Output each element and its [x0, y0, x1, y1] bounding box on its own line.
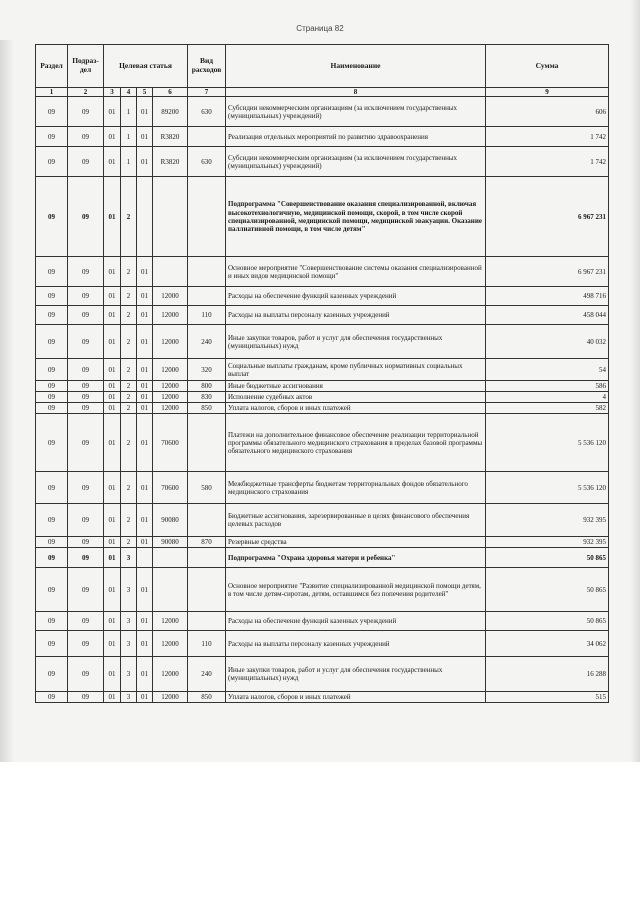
cell-section: 09 [36, 147, 68, 177]
cell-expense-type [188, 127, 226, 147]
cell-subsection: 09 [68, 325, 104, 359]
header-expense-type: Вид расходов [188, 45, 226, 88]
cell-event: 01 [137, 568, 153, 612]
cell-program: 01 [104, 414, 121, 472]
cell-subprogram: 2 [121, 537, 137, 548]
cell-subprogram: 2 [121, 403, 137, 414]
cell-subprogram: 3 [121, 612, 137, 631]
cell-direction: 12000 [153, 392, 188, 403]
table-row [36, 306, 609, 325]
cell-name: Основное мероприятие "Совершенствование системы оказания специализированной и иных видов медицинской помощи" [226, 257, 486, 287]
page-number-label: Страница 82 [296, 24, 344, 33]
cell-event [137, 177, 153, 257]
cell-event: 01 [137, 472, 153, 504]
cell-subsection: 09 [68, 612, 104, 631]
table-row [36, 97, 609, 127]
cell-name: Уплата налогов, сборов и иных платежей [226, 403, 486, 414]
cell-expense-type: 110 [188, 631, 226, 657]
cell-name: Подпрограмма "Совершенствование оказания специализированной, включая высокотехнологичную, медицинской помощи, скорой, в том числе скорой специализированной, медицинской помощи, медицинской эвакуации. Оказание паллиативной помощи, в том числе детям" [226, 177, 486, 257]
cell-program: 01 [104, 147, 121, 177]
cell-name: Реализация отдельных мероприятий по развитию здравоохранения [226, 127, 486, 147]
cell-sum: 50 865 [486, 612, 609, 631]
cell-sum: 6 967 231 [486, 257, 609, 287]
cell-program: 01 [104, 325, 121, 359]
cell-expense-type: 870 [188, 537, 226, 548]
cell-name: Расходы на обеспечение функций казенных учреждений [226, 287, 486, 306]
cell-sum: 586 [486, 381, 609, 392]
table-row [36, 403, 609, 414]
cell-name: Иные бюджетные ассигнования [226, 381, 486, 392]
cell-sum: 458 044 [486, 306, 609, 325]
cell-subsection: 09 [68, 692, 104, 703]
cell-name: Исполнение судебных актов [226, 392, 486, 403]
table-row [36, 381, 609, 392]
table-row [36, 177, 609, 257]
cell-subprogram: 2 [121, 325, 137, 359]
cell-sum: 40 032 [486, 325, 609, 359]
cell-section: 09 [36, 403, 68, 414]
cell-subsection: 09 [68, 359, 104, 381]
scan-edge-shadow-right [630, 0, 640, 762]
cell-subsection: 09 [68, 414, 104, 472]
budget-table [35, 44, 609, 703]
table-row [36, 631, 609, 657]
cell-direction: 12000 [153, 403, 188, 414]
cell-event: 01 [137, 287, 153, 306]
cell-sum: 515 [486, 692, 609, 703]
cell-sum: 5 536 120 [486, 414, 609, 472]
cell-subprogram: 2 [121, 257, 137, 287]
cell-expense-type [188, 257, 226, 287]
table-row [36, 392, 609, 403]
cell-event: 01 [137, 359, 153, 381]
cell-direction: 90080 [153, 504, 188, 537]
cell-expense-type [188, 414, 226, 472]
cell-direction: 70600 [153, 414, 188, 472]
cell-expense-type: 830 [188, 392, 226, 403]
cell-event [137, 548, 153, 568]
cell-program: 01 [104, 306, 121, 325]
cell-direction [153, 257, 188, 287]
table-row [36, 325, 609, 359]
cell-subprogram: 1 [121, 97, 137, 127]
cell-sum: 6 967 231 [486, 177, 609, 257]
cell-direction: 89200 [153, 97, 188, 127]
cell-sum: 5 536 120 [486, 472, 609, 504]
cell-name: Основное мероприятие "Развитие специализированной медицинской помощи детям, в том числе детям-сиротам, детям, оставшимся без попечения родителей" [226, 568, 486, 612]
table-row [36, 537, 609, 548]
cell-direction: 12000 [153, 325, 188, 359]
cell-event: 01 [137, 657, 153, 692]
cell-section: 09 [36, 381, 68, 392]
cell-section: 09 [36, 392, 68, 403]
cell-direction: 12000 [153, 631, 188, 657]
cell-section: 09 [36, 127, 68, 147]
table-row [36, 657, 609, 692]
column-number: 8 [226, 88, 486, 97]
header-subsection: Подраз-дел [68, 45, 104, 88]
cell-name: Резервные средства [226, 537, 486, 548]
cell-subprogram: 3 [121, 568, 137, 612]
cell-subprogram: 3 [121, 631, 137, 657]
cell-subsection: 09 [68, 177, 104, 257]
cell-event: 01 [137, 306, 153, 325]
cell-subsection: 09 [68, 403, 104, 414]
table-row [36, 147, 609, 177]
cell-program: 01 [104, 359, 121, 381]
cell-subprogram: 2 [121, 472, 137, 504]
column-number: 9 [486, 88, 609, 97]
column-number: 5 [137, 88, 153, 97]
cell-section: 09 [36, 472, 68, 504]
cell-subprogram: 1 [121, 127, 137, 147]
table-row [36, 127, 609, 147]
cell-program: 01 [104, 631, 121, 657]
cell-section: 09 [36, 692, 68, 703]
cell-name: Бюджетные ассигнования, зарезервированные в целях финансового обеспечения целевых расходов [226, 504, 486, 537]
cell-expense-type [188, 504, 226, 537]
cell-program: 01 [104, 381, 121, 392]
cell-section: 09 [36, 306, 68, 325]
header-target-article: Целевая статья [104, 45, 188, 88]
cell-event: 01 [137, 504, 153, 537]
cell-expense-type: 580 [188, 472, 226, 504]
cell-section: 09 [36, 568, 68, 612]
cell-event: 01 [137, 381, 153, 392]
header-section: Раздел [36, 45, 68, 88]
cell-expense-type [188, 548, 226, 568]
cell-subsection: 09 [68, 548, 104, 568]
cell-section: 09 [36, 657, 68, 692]
cell-subsection: 09 [68, 472, 104, 504]
cell-expense-type: 850 [188, 403, 226, 414]
cell-event: 01 [137, 127, 153, 147]
cell-expense-type [188, 177, 226, 257]
cell-direction [153, 177, 188, 257]
cell-subprogram: 2 [121, 177, 137, 257]
cell-event: 01 [137, 257, 153, 287]
cell-event: 01 [137, 631, 153, 657]
cell-event: 01 [137, 325, 153, 359]
cell-subprogram: 3 [121, 692, 137, 703]
cell-sum: 50 865 [486, 548, 609, 568]
cell-subprogram: 2 [121, 381, 137, 392]
cell-name: Расходы на выплаты персоналу казенных учреждений [226, 306, 486, 325]
cell-direction: 12000 [153, 287, 188, 306]
column-number: 3 [104, 88, 121, 97]
cell-program: 01 [104, 537, 121, 548]
cell-name: Межбюджетные трансферты бюджетам территориальных фондов обязательного медицинского страхования [226, 472, 486, 504]
cell-subsection: 09 [68, 381, 104, 392]
cell-event: 01 [137, 97, 153, 127]
cell-subprogram: 3 [121, 548, 137, 568]
cell-expense-type: 240 [188, 325, 226, 359]
cell-direction [153, 548, 188, 568]
cell-sum: 498 716 [486, 287, 609, 306]
table-row [36, 504, 609, 537]
cell-expense-type: 850 [188, 692, 226, 703]
cell-event: 01 [137, 612, 153, 631]
cell-expense-type [188, 568, 226, 612]
cell-subprogram: 2 [121, 359, 137, 381]
column-number: 4 [121, 88, 137, 97]
table-row [36, 472, 609, 504]
cell-direction: 12000 [153, 657, 188, 692]
scan-edge-shadow-left [0, 40, 14, 762]
cell-section: 09 [36, 359, 68, 381]
cell-section: 09 [36, 97, 68, 127]
cell-expense-type [188, 612, 226, 631]
cell-event: 01 [137, 537, 153, 548]
cell-sum: 34 062 [486, 631, 609, 657]
cell-direction: R3820 [153, 147, 188, 177]
cell-sum: 16 288 [486, 657, 609, 692]
cell-program: 01 [104, 568, 121, 612]
cell-section: 09 [36, 325, 68, 359]
cell-subsection: 09 [68, 306, 104, 325]
cell-program: 01 [104, 657, 121, 692]
table-row [36, 548, 609, 568]
cell-subsection: 09 [68, 568, 104, 612]
cell-program: 01 [104, 97, 121, 127]
cell-program: 01 [104, 127, 121, 147]
column-number: 1 [36, 88, 68, 97]
header-name: Наименование [226, 45, 486, 88]
cell-section: 09 [36, 631, 68, 657]
cell-sum: 932 395 [486, 504, 609, 537]
cell-subsection: 09 [68, 657, 104, 692]
cell-direction: 12000 [153, 381, 188, 392]
cell-subprogram: 2 [121, 287, 137, 306]
cell-name: Социальные выплаты гражданам, кроме публичных нормативных социальных выплат [226, 359, 486, 381]
cell-expense-type: 630 [188, 147, 226, 177]
cell-name: Уплата налогов, сборов и иных платежей [226, 692, 486, 703]
cell-subsection: 09 [68, 504, 104, 537]
table-row [36, 692, 609, 703]
column-number: 7 [188, 88, 226, 97]
cell-section: 09 [36, 612, 68, 631]
cell-name: Иные закупки товаров, работ и услуг для обеспечения государственных (муниципальных) нужд [226, 657, 486, 692]
cell-expense-type: 110 [188, 306, 226, 325]
cell-expense-type [188, 287, 226, 306]
cell-subprogram: 2 [121, 306, 137, 325]
cell-sum: 582 [486, 403, 609, 414]
cell-program: 01 [104, 257, 121, 287]
cell-program: 01 [104, 287, 121, 306]
table-row [36, 257, 609, 287]
cell-expense-type: 320 [188, 359, 226, 381]
cell-direction: R3820 [153, 127, 188, 147]
cell-event: 01 [137, 414, 153, 472]
cell-sum: 54 [486, 359, 609, 381]
table-body [36, 97, 609, 703]
cell-section: 09 [36, 504, 68, 537]
table-row [36, 568, 609, 612]
cell-name: Субсидии некоммерческим организациям (за исключением государственных (муниципальных) учреждений) [226, 147, 486, 177]
cell-sum: 50 865 [486, 568, 609, 612]
cell-name: Субсидии некоммерческим организациям (за исключением государственных (муниципальных) учреждений) [226, 97, 486, 127]
cell-name: Расходы на обеспечение функций казенных учреждений [226, 612, 486, 631]
cell-direction [153, 568, 188, 612]
cell-subsection: 09 [68, 392, 104, 403]
cell-direction: 12000 [153, 359, 188, 381]
cell-program: 01 [104, 612, 121, 631]
cell-section: 09 [36, 537, 68, 548]
column-number: 6 [153, 88, 188, 97]
cell-direction: 12000 [153, 306, 188, 325]
cell-subsection: 09 [68, 257, 104, 287]
cell-program: 01 [104, 177, 121, 257]
cell-event: 01 [137, 692, 153, 703]
cell-program: 01 [104, 472, 121, 504]
column-number: 2 [68, 88, 104, 97]
cell-section: 09 [36, 548, 68, 568]
cell-section: 09 [36, 287, 68, 306]
table-row [36, 612, 609, 631]
cell-subprogram: 1 [121, 147, 137, 177]
cell-direction: 90080 [153, 537, 188, 548]
cell-subsection: 09 [68, 631, 104, 657]
cell-program: 01 [104, 504, 121, 537]
cell-subsection: 09 [68, 97, 104, 127]
cell-program: 01 [104, 403, 121, 414]
cell-sum: 4 [486, 392, 609, 403]
cell-event: 01 [137, 392, 153, 403]
cell-direction: 70600 [153, 472, 188, 504]
cell-event: 01 [137, 403, 153, 414]
cell-subsection: 09 [68, 537, 104, 548]
cell-section: 09 [36, 414, 68, 472]
cell-sum: 1 742 [486, 127, 609, 147]
cell-expense-type: 630 [188, 97, 226, 127]
header-sum: Сумма [486, 45, 609, 88]
cell-program: 01 [104, 548, 121, 568]
cell-expense-type: 240 [188, 657, 226, 692]
cell-section: 09 [36, 257, 68, 287]
cell-subprogram: 2 [121, 414, 137, 472]
table-header-row [36, 45, 609, 88]
column-number-row [36, 88, 609, 97]
cell-subsection: 09 [68, 127, 104, 147]
cell-name: Иные закупки товаров, работ и услуг для обеспечения государственных (муниципальных) нужд [226, 325, 486, 359]
cell-name: Подпрограмма "Охрана здоровья матери и ребенка" [226, 548, 486, 568]
cell-sum: 1 742 [486, 147, 609, 177]
cell-subsection: 09 [68, 147, 104, 177]
cell-event: 01 [137, 147, 153, 177]
cell-name: Расходы на выплаты персоналу казенных учреждений [226, 631, 486, 657]
cell-subsection: 09 [68, 287, 104, 306]
cell-expense-type: 800 [188, 381, 226, 392]
cell-program: 01 [104, 692, 121, 703]
cell-subprogram: 2 [121, 504, 137, 537]
cell-sum: 606 [486, 97, 609, 127]
cell-program: 01 [104, 392, 121, 403]
cell-direction: 12000 [153, 692, 188, 703]
cell-sum: 932 395 [486, 537, 609, 548]
table-row [36, 287, 609, 306]
cell-name: Платежи на дополнительное финансовое обеспечение реализации территориальной программы обязательного медицинского страхования в пределах базовой программы обязательного медицинского страхования [226, 414, 486, 472]
cell-subprogram: 2 [121, 392, 137, 403]
cell-direction: 12000 [153, 612, 188, 631]
table-row [36, 359, 609, 381]
cell-section: 09 [36, 177, 68, 257]
table-row [36, 414, 609, 472]
cell-subprogram: 3 [121, 657, 137, 692]
